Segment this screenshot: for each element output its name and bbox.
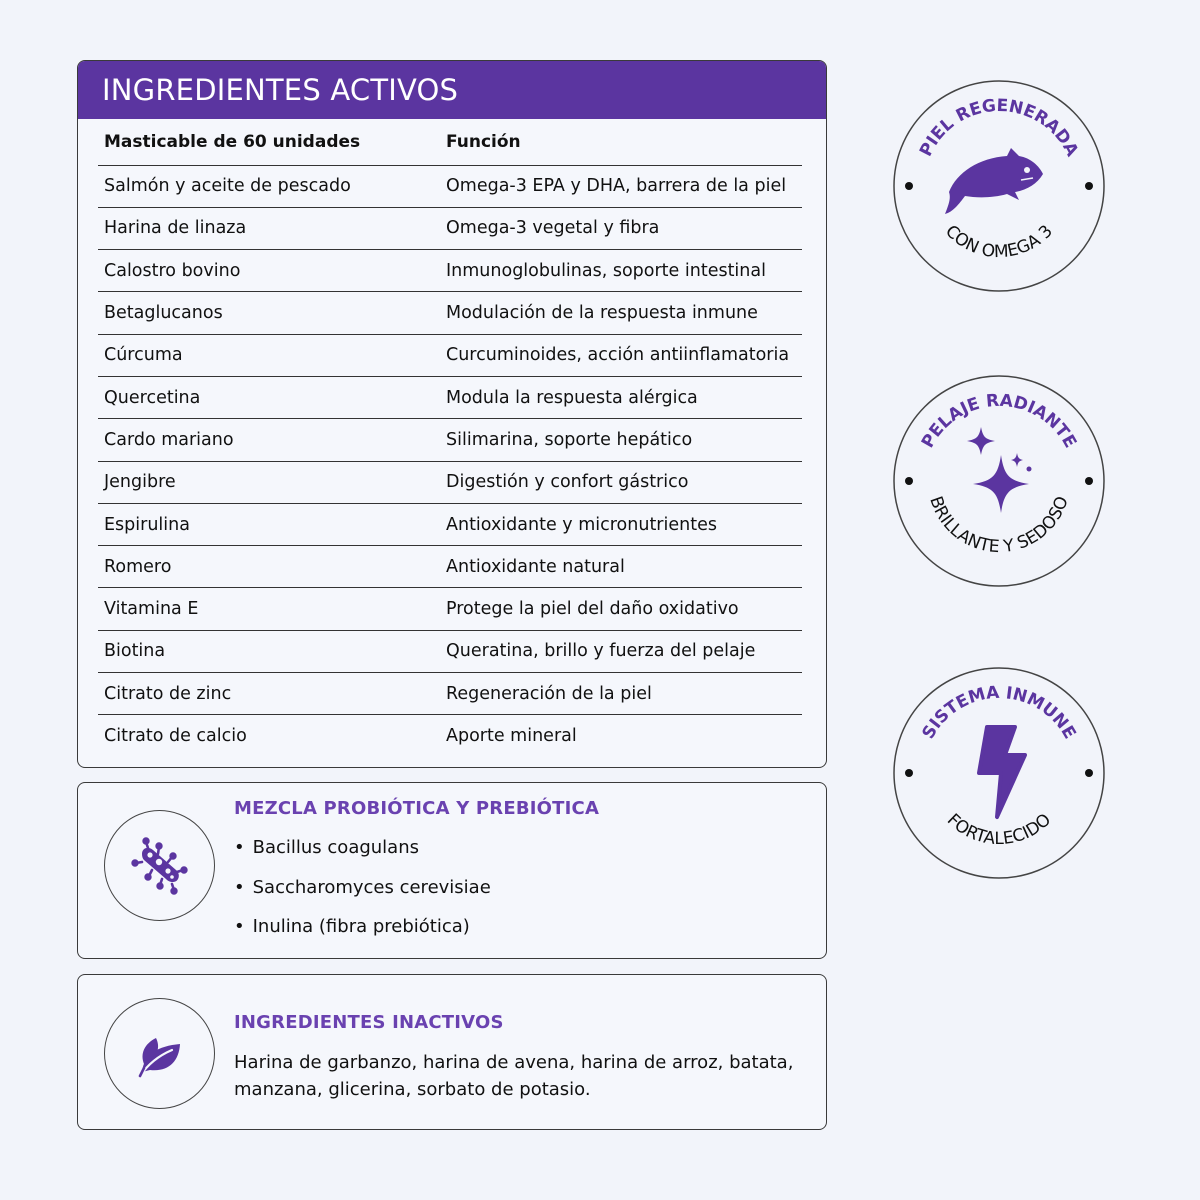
table-row	[98, 546, 802, 588]
table-row	[98, 588, 802, 630]
table-row	[98, 376, 802, 418]
active-ingredients-header	[78, 61, 826, 119]
ingredient-cell: Vitamina E	[98, 588, 440, 630]
function-cell: Curcuminoides, acción antiinflamatoria	[440, 334, 802, 376]
probiotic-title: MEZCLA PROBIÓTICA Y PREBIÓTICA	[234, 798, 600, 819]
inactive-description: Harina de garbanzo, harina de avena, harina de arroz, batata, manzana, glicerina, sorbato de potasio.	[234, 1052, 794, 1100]
ingredient-cell: Biotina	[98, 630, 440, 672]
ingredient-cell: Salmón y aceite de pescado	[98, 165, 440, 207]
badge-bottom-text: CON OMEGA 3	[941, 221, 1057, 263]
table-row	[98, 165, 802, 207]
table-row	[98, 207, 802, 249]
function-cell: Queratina, brillo y fuerza del pelaje	[440, 630, 802, 672]
function-cell: Digestión y confort gástrico	[440, 461, 802, 503]
probiotic-list	[234, 828, 491, 947]
function-cell: Silimarina, soporte hepático	[440, 419, 802, 461]
ingredients-table	[98, 119, 802, 757]
list-item: • Saccharomyces cerevisiae	[234, 868, 491, 908]
table-header-row	[98, 119, 802, 165]
table-row	[98, 250, 802, 292]
badge-coat	[893, 375, 1105, 587]
function-cell: Inmunoglobulinas, soporte intestinal	[440, 250, 802, 292]
function-cell: Modulación de la respuesta inmune	[440, 292, 802, 334]
leaf-icon	[104, 998, 215, 1109]
list-item: • Inulina (fibra prebiótica)	[234, 907, 491, 947]
badge-bottom-text: BRILLANTE Y SEDOSO	[925, 493, 1073, 558]
function-cell: Regeneración de la piel	[440, 673, 802, 715]
badge-immune	[893, 667, 1105, 879]
ingredient-cell: Espirulina	[98, 503, 440, 545]
ingredient-cell: Citrato de zinc	[98, 673, 440, 715]
badge-top-text: SISTEMA INMUNE	[918, 682, 1080, 743]
inactive-ingredients-card	[77, 974, 827, 1130]
function-cell: Antioxidante natural	[440, 546, 802, 588]
column-header-function: Función	[440, 119, 802, 165]
table-row	[98, 715, 802, 757]
ingredient-cell: Betaglucanos	[98, 292, 440, 334]
badge-bottom-text: FORTALECIDO	[942, 809, 1056, 850]
badge-top-text: PELAJE RADIANTE	[917, 390, 1081, 452]
table-row	[98, 419, 802, 461]
function-cell: Aporte mineral	[446, 726, 577, 747]
bacteria-icon	[104, 810, 215, 921]
probiotic-card	[77, 782, 827, 959]
ingredient-cell: Romero	[98, 546, 440, 588]
ingredient-cell: Quercetina	[98, 376, 440, 418]
active-ingredients-card	[77, 60, 827, 768]
table-row	[98, 630, 802, 672]
column-header-ingredient: Masticable de 60 unidades	[98, 119, 440, 165]
ingredient-cell: Calostro bovino	[98, 250, 440, 292]
function-cell: Omega-3 vegetal y fibra	[440, 207, 802, 249]
function-cell: Protege la piel del daño oxidativo	[440, 588, 802, 630]
function-cell: Antioxidante y micronutrientes	[440, 503, 802, 545]
inactive-title: INGREDIENTES INACTIVOS	[234, 1012, 504, 1033]
table-row	[98, 292, 802, 334]
badge-skin	[893, 80, 1105, 292]
ingredient-cell: Citrato de calcio	[104, 726, 247, 747]
badge-top-text: PIEL REGENERADA	[916, 95, 1082, 160]
function-cell: Modula la respuesta alérgica	[440, 376, 802, 418]
table-row	[98, 334, 802, 376]
active-ingredients-title: INGREDIENTES ACTIVOS	[102, 73, 459, 107]
ingredient-cell: Harina de linaza	[98, 207, 440, 249]
ingredient-cell: Cardo mariano	[98, 419, 440, 461]
ingredient-cell: Jengibre	[98, 461, 440, 503]
list-item: • Bacillus coagulans	[234, 828, 491, 868]
table-row	[98, 503, 802, 545]
table-row	[98, 461, 802, 503]
function-cell: Omega-3 EPA y DHA, barrera de la piel	[440, 165, 802, 207]
ingredient-cell: Cúrcuma	[98, 334, 440, 376]
table-row	[98, 673, 802, 715]
